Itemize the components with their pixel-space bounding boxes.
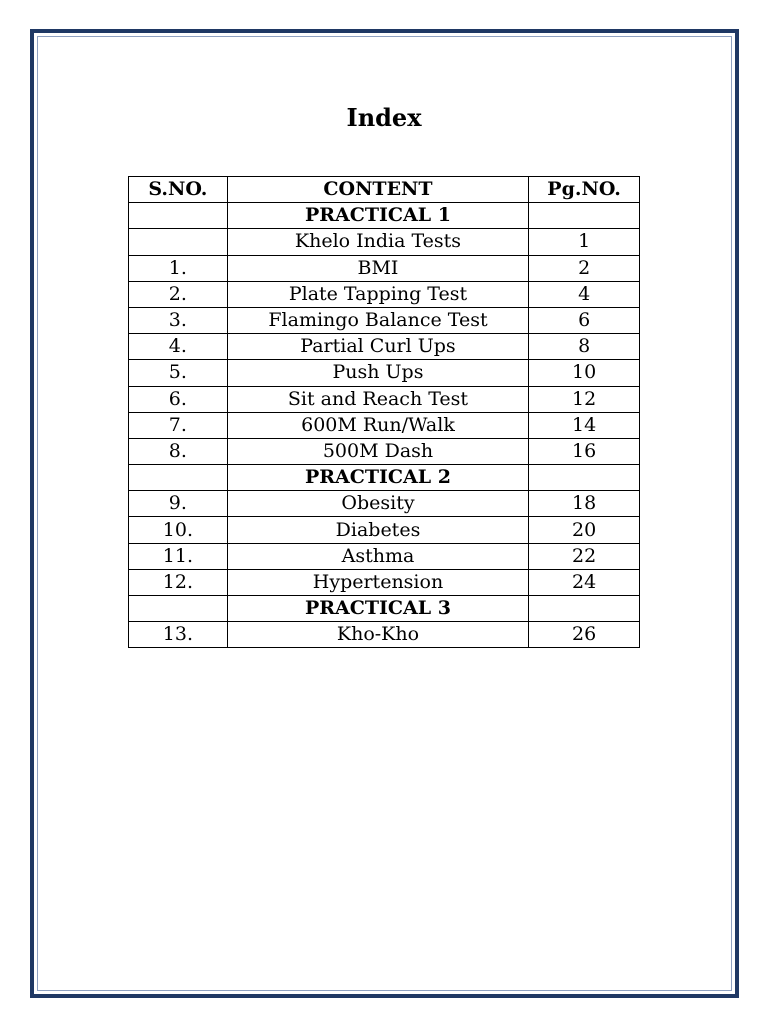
header-content: CONTENT bbox=[227, 177, 528, 203]
sno-cell: 4. bbox=[129, 334, 228, 360]
sno-cell: 3. bbox=[129, 307, 228, 333]
table-row bbox=[129, 622, 640, 648]
content-cell: Sit and Reach Test bbox=[227, 386, 528, 412]
table-row bbox=[129, 491, 640, 517]
content-cell: Plate Tapping Test bbox=[227, 281, 528, 307]
content-cell: Kho-Kho bbox=[227, 622, 528, 648]
table-row bbox=[129, 438, 640, 464]
page-cell: 4 bbox=[529, 281, 640, 307]
table-row bbox=[129, 360, 640, 386]
table-row bbox=[129, 255, 640, 281]
page-cell: 14 bbox=[529, 412, 640, 438]
content-cell: Hypertension bbox=[227, 569, 528, 595]
sno-cell: 9. bbox=[129, 491, 228, 517]
header-sno: S.NO. bbox=[129, 177, 228, 203]
sno-cell: 6. bbox=[129, 386, 228, 412]
page-cell: 6 bbox=[529, 307, 640, 333]
page-cell: 10 bbox=[529, 360, 640, 386]
content-cell: Asthma bbox=[227, 543, 528, 569]
content-cell: Obesity bbox=[227, 491, 528, 517]
section-row bbox=[129, 203, 640, 229]
content-cell: BMI bbox=[227, 255, 528, 281]
page-cell: 1 bbox=[529, 229, 640, 255]
content-cell: Flamingo Balance Test bbox=[227, 307, 528, 333]
page-cell: 8 bbox=[529, 334, 640, 360]
table-row bbox=[129, 334, 640, 360]
content-cell: Khelo India Tests bbox=[227, 229, 528, 255]
sno-cell bbox=[129, 596, 228, 622]
table-row bbox=[129, 412, 640, 438]
table-row bbox=[129, 229, 640, 255]
content-cell: Partial Curl Ups bbox=[227, 334, 528, 360]
sno-cell: 13. bbox=[129, 622, 228, 648]
sno-cell: 12. bbox=[129, 569, 228, 595]
page-cell: 22 bbox=[529, 543, 640, 569]
content-cell: 600M Run/Walk bbox=[227, 412, 528, 438]
table-row bbox=[129, 307, 640, 333]
page-title: Index bbox=[346, 103, 422, 132]
sno-cell: 5. bbox=[129, 360, 228, 386]
content-cell: PRACTICAL 2 bbox=[227, 465, 528, 491]
content-cell: Push Ups bbox=[227, 360, 528, 386]
sno-cell bbox=[129, 203, 228, 229]
content-cell: PRACTICAL 1 bbox=[227, 203, 528, 229]
content-cell: Diabetes bbox=[227, 517, 528, 543]
sno-cell: 7. bbox=[129, 412, 228, 438]
section-row bbox=[129, 465, 640, 491]
sno-cell: 10. bbox=[129, 517, 228, 543]
section-row bbox=[129, 596, 640, 622]
table-row bbox=[129, 569, 640, 595]
table-body bbox=[129, 203, 640, 648]
page-cell bbox=[529, 596, 640, 622]
index-table bbox=[128, 176, 640, 648]
page-cell: 18 bbox=[529, 491, 640, 517]
page-cell bbox=[529, 203, 640, 229]
sno-cell: 1. bbox=[129, 255, 228, 281]
sno-cell: 2. bbox=[129, 281, 228, 307]
sno-cell: 11. bbox=[129, 543, 228, 569]
content-cell: 500M Dash bbox=[227, 438, 528, 464]
sno-cell bbox=[129, 229, 228, 255]
sno-cell: 8. bbox=[129, 438, 228, 464]
sno-cell bbox=[129, 465, 228, 491]
page-cell: 24 bbox=[529, 569, 640, 595]
table-row bbox=[129, 517, 640, 543]
page-cell: 26 bbox=[529, 622, 640, 648]
page-cell: 12 bbox=[529, 386, 640, 412]
page-cell bbox=[529, 465, 640, 491]
header-page: Pg.NO. bbox=[529, 177, 640, 203]
table-row bbox=[129, 281, 640, 307]
content-cell: PRACTICAL 3 bbox=[227, 596, 528, 622]
page-cell: 16 bbox=[529, 438, 640, 464]
table-row bbox=[129, 386, 640, 412]
table-row bbox=[129, 543, 640, 569]
table-header-row bbox=[129, 177, 640, 203]
page-cell: 20 bbox=[529, 517, 640, 543]
page-cell: 2 bbox=[529, 255, 640, 281]
